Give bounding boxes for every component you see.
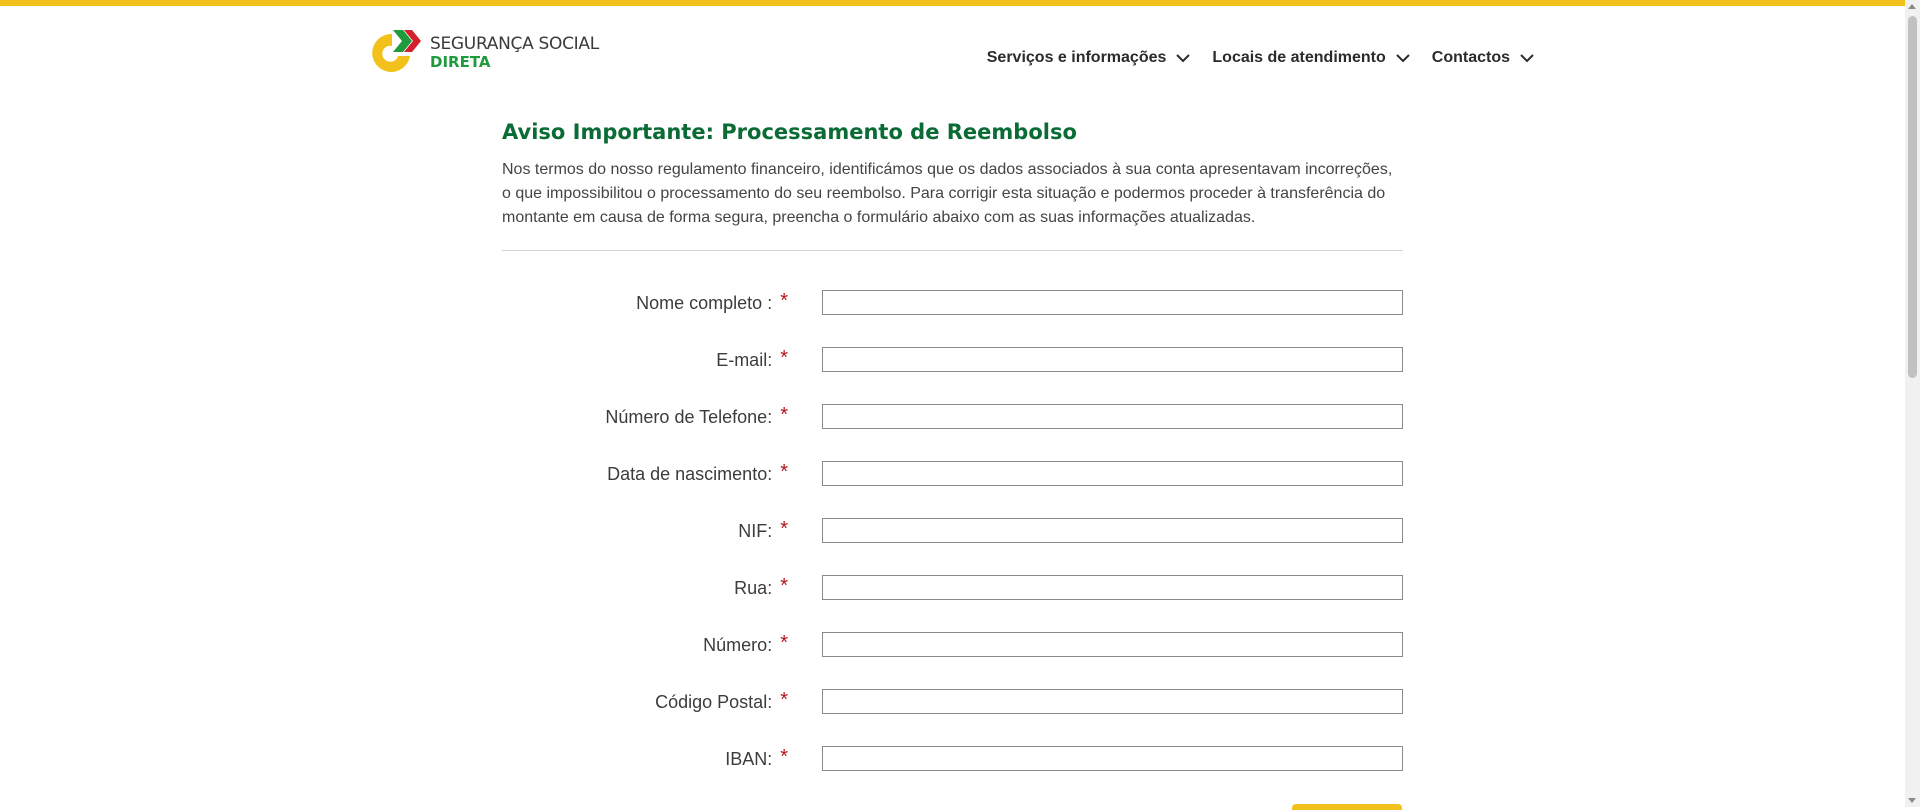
- required-marker: *: [780, 574, 788, 597]
- form-row-email: [502, 347, 1403, 404]
- logo-line1: SEGURANÇA SOCIAL: [430, 34, 599, 54]
- seguranca-social-logo-icon: [366, 26, 426, 74]
- rua-input[interactable]: [822, 575, 1403, 600]
- required-marker: *: [780, 745, 788, 768]
- main-nav: [965, 49, 1534, 67]
- main-content: [502, 118, 1403, 803]
- intro-text: Nos termos do nosso regulamento financeiro, identificámos que os dados associados à sua conta apresentavam incorreções, o que impossibilitou o processamento do seu reembolso. Para corrigir esta situação e podermos proceder à transferência do montante em causa de forma segura, preencha o formulário abaixo com as suas informações atualizadas.: [502, 161, 1393, 226]
- submit-button[interactable]: [1292, 804, 1402, 810]
- page-scrollbar[interactable]: [1905, 0, 1920, 807]
- nav-servicos-informacoes[interactable]: [987, 49, 1191, 67]
- form-row-iban: [502, 746, 1403, 803]
- scroll-thumb[interactable]: [1908, 16, 1917, 378]
- chevron-down-icon: [1176, 54, 1190, 63]
- field-label: Nome completo :: [636, 292, 773, 313]
- form-row-nascimento: [502, 461, 1403, 518]
- field-label: NIF:: [738, 520, 773, 541]
- required-marker: *: [780, 403, 788, 426]
- required-marker: *: [780, 631, 788, 654]
- form-row-rua: [502, 575, 1403, 632]
- field-label: Rua:: [734, 577, 773, 598]
- required-marker: *: [780, 460, 788, 483]
- telefone-input[interactable]: [822, 404, 1403, 429]
- field-label: Número de Telefone:: [605, 406, 773, 427]
- iban-input[interactable]: [822, 746, 1403, 771]
- divider: [502, 250, 1403, 251]
- page-title: Aviso Importante: Processamento de Reembolso: [502, 120, 1077, 144]
- numero-input[interactable]: [822, 632, 1403, 657]
- email-input[interactable]: [822, 347, 1403, 372]
- field-label: IBAN:: [725, 748, 773, 769]
- form-row-nif: [502, 518, 1403, 575]
- field-label: Número:: [703, 634, 773, 655]
- data-nascimento-input[interactable]: [822, 461, 1403, 486]
- chevron-down-icon: [1396, 54, 1410, 63]
- form-row-nome: [502, 290, 1403, 347]
- required-marker: *: [780, 346, 788, 369]
- nav-label: Contactos: [1431, 49, 1510, 66]
- logo-line2: DIRETA: [430, 53, 491, 71]
- site-logo[interactable]: [366, 26, 599, 74]
- nav-label: Locais de atendimento: [1212, 49, 1386, 66]
- nav-label: Serviços e informações: [986, 49, 1167, 66]
- chevron-down-icon: [1520, 54, 1534, 63]
- required-marker: *: [780, 517, 788, 540]
- top-accent-stripe: [0, 0, 1905, 6]
- required-marker: *: [780, 688, 788, 711]
- nav-contactos[interactable]: [1432, 49, 1534, 67]
- field-label: E-mail:: [716, 349, 773, 370]
- required-marker: *: [780, 289, 788, 312]
- refund-form: [502, 290, 1403, 803]
- scroll-up-arrow-icon[interactable]: [1908, 4, 1916, 9]
- codigo-postal-input[interactable]: [822, 689, 1403, 714]
- form-row-numero: [502, 632, 1403, 689]
- nif-input[interactable]: [822, 518, 1403, 543]
- field-label: Código Postal:: [655, 691, 773, 712]
- nome-completo-input[interactable]: [822, 290, 1403, 315]
- form-row-codigo-postal: [502, 689, 1403, 746]
- form-row-telefone: [502, 404, 1403, 461]
- field-label: Data de nascimento:: [607, 463, 773, 484]
- nav-locais-atendimento[interactable]: [1212, 49, 1409, 67]
- scroll-down-arrow-icon[interactable]: [1908, 798, 1916, 803]
